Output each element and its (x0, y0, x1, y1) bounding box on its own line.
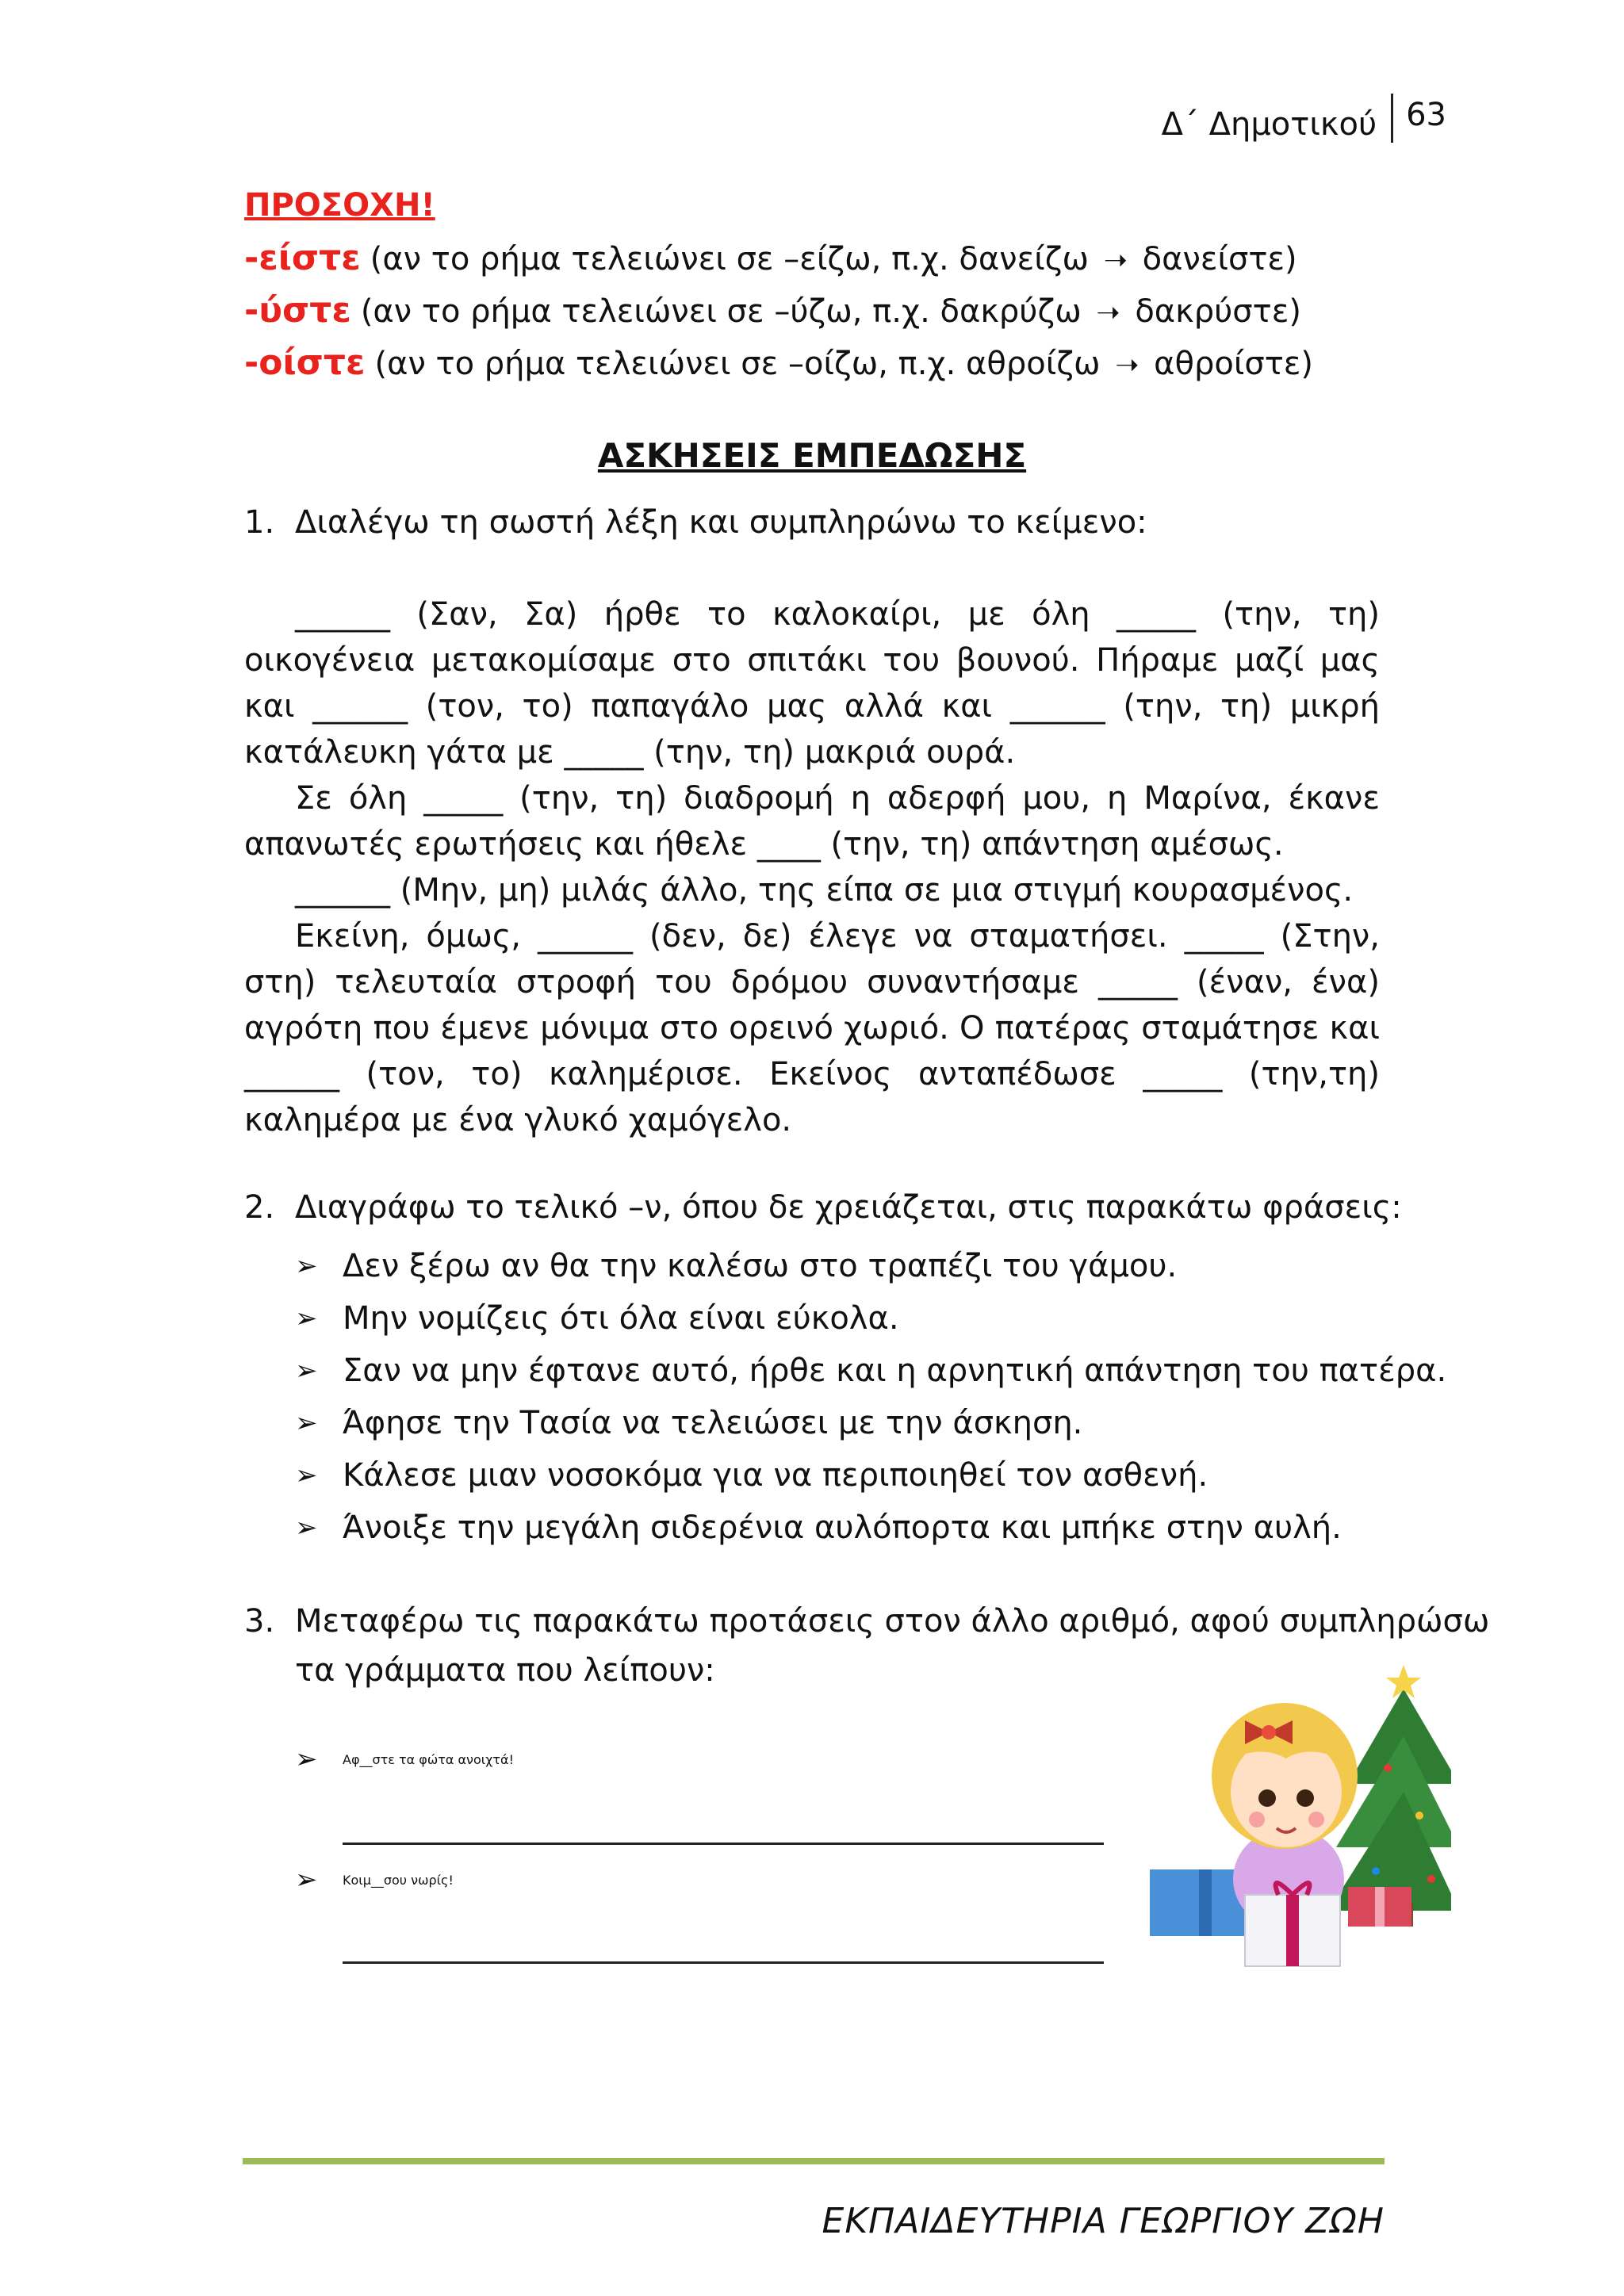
page-header (1162, 94, 1446, 143)
rule-ending: -ύστε (244, 290, 351, 331)
item-text: Σαν να μην έφτανε αυτό, ήρθε και η αρνητική απάντηση του πατέρα. (343, 1353, 1447, 1389)
header-divider (1391, 94, 1393, 143)
rule-row (244, 342, 1313, 383)
right-arrow-icon: ➝ (1096, 297, 1120, 329)
footer-rule (243, 2158, 1385, 2164)
exercise-number: 1. (244, 504, 275, 541)
ornament-icon (1384, 1764, 1392, 1772)
christmas-girl-illustration (1150, 1665, 1451, 1974)
paragraph: Εκείνη, όμως, ______ (δεν, δε) έλεγε να σταματήσει. _____ (Στην, στη) τελευταία στροφή του δρόμου συναντήσαμε _____ (έναν, ένα) αγρότη που έμενε μόνιμα στο ορεινό χωριό. Ο πατέρας σταμάτησε και ______ (τον, το) καλημέρισε. Εκείνος ανταπέδωσε _____ (την,τη) καλημέρα με ένα γλυκό χαμόγελο. (244, 918, 1380, 1138)
warning-title: ΠΡΟΣΟΧΗ! (244, 187, 435, 224)
item-text: Άνοιξε την μεγάλη σιδερένια αυλόπορτα και μπήκε στην αυλή. (343, 1510, 1342, 1546)
exercise-1-title (244, 504, 1147, 541)
cheek-icon (1308, 1812, 1324, 1827)
rule-ending: -οίστε (244, 342, 366, 383)
exercise-3-title-cont: τα γράμματα που λείπουν: (295, 1652, 715, 1689)
arrow-bullet-icon: ➢ (295, 1303, 318, 1334)
paragraph: ______ (Μην, μη) μιλάς άλλο, της είπα σε μια στιγμή κουρασμένος. (295, 872, 1354, 909)
exercise-number: 2. (244, 1189, 275, 1226)
list-item (295, 1345, 1446, 1397)
rule-ending: -είστε (244, 238, 361, 278)
list-item (295, 1733, 514, 1785)
section-title: ΑΣΚΗΣΕΙΣ ΕΜΠΕΔΩΣΗΣ (597, 436, 1027, 475)
item-text: Κοιμ__σου νωρίς! (343, 1872, 454, 1888)
rule-row (244, 238, 1297, 278)
ornament-icon (1415, 1812, 1423, 1820)
eye-icon (1258, 1789, 1276, 1807)
rule-result: δακρύστε) (1135, 293, 1301, 330)
list-item (295, 1240, 1446, 1292)
exercise-instruction: Διαγράφω το τελικό –ν, όπου δε χρειάζεται, στις παρακάτω φράσεις: (295, 1189, 1402, 1226)
page-number: 63 (1406, 97, 1446, 133)
exercise-1-text (244, 591, 1380, 1143)
item-text: Αφ__στε τα φώτα ανοιχτά! (343, 1751, 515, 1767)
ornament-icon (1427, 1875, 1435, 1883)
cheek-icon (1249, 1812, 1265, 1827)
rule-row (244, 290, 1301, 331)
bow-knot-icon (1262, 1725, 1276, 1739)
item-text: Κάλεσε μιαν νοσοκόμα για να περιποιηθεί τον ασθενή. (343, 1457, 1208, 1494)
gift-ribbon-icon (1199, 1869, 1212, 1936)
answer-line[interactable] (343, 1961, 1104, 1964)
list-item (295, 1854, 454, 1906)
right-arrow-icon: ➝ (1115, 349, 1139, 381)
item-text: Δεν ξέρω αν θα την καλέσω στο τραπέζι του γάμου. (343, 1248, 1178, 1284)
rule-text: (αν το ρήμα τελειώνει σε –είζω, π.χ. δανείζω (370, 241, 1090, 277)
exercise-2-list (295, 1240, 1446, 1554)
paragraph: Σε όλη _____ (την, τη) διαδρομή η αδερφή μου, η Μαρίνα, έκανε απανωτές ερωτήσεις και ήθελε ____ (την, τη) απάντηση αμέσως. (244, 780, 1380, 863)
grade-label: Δ΄ Δημοτικού (1161, 106, 1377, 143)
rule-text: (αν το ρήμα τελειώνει σε –οίζω, π.χ. αθροίζω (374, 346, 1101, 382)
rule-result: αθροίστε) (1154, 346, 1314, 382)
exercise-3-title (244, 1603, 1489, 1640)
exercise-instruction: Μεταφέρω τις παρακάτω προτάσεις στον άλλο αριθμό, αφού συμπληρώσω (295, 1603, 1490, 1640)
ornament-icon (1372, 1867, 1380, 1875)
list-item (295, 1449, 1446, 1502)
item-text: Μην νομίζεις ότι όλα είναι εύκολα. (343, 1300, 899, 1337)
arrow-bullet-icon: ➢ (295, 1864, 318, 1896)
paragraph: ______ (Σαν, Σα) ήρθε το καλοκαίρι, με όλη _____ (την, τη) οικογένεια μετακομίσαμε στο σπιτάκι του βουνού. Πήραμε μαζί μας και ______ (τον, το) παπαγάλο μας αλλά και ______ (την, τη) μικρή κατάλευκη γάτα με _____ (την, τη) μακριά ουρά. (244, 596, 1380, 771)
gift-ribbon-icon (1286, 1895, 1299, 1966)
list-item (295, 1397, 1446, 1449)
exercise-instruction: Διαλέγω τη σωστή λέξη και συμπληρώνω το κείμενο: (295, 504, 1147, 541)
exercise-2-title (244, 1189, 1402, 1226)
arrow-bullet-icon: ➢ (295, 1407, 318, 1439)
item-text: Άφησε την Τασία να τελειώσει με την άσκηση. (343, 1405, 1083, 1441)
arrow-bullet-icon: ➢ (295, 1250, 318, 1282)
rule-text: (αν το ρήμα τελειώνει σε –ύζω, π.χ. δακρύζω (360, 293, 1082, 330)
answer-line[interactable] (343, 1843, 1104, 1845)
arrow-bullet-icon: ➢ (295, 1512, 318, 1544)
footer-text: ΕΚΠΑΙΔΕΥΤΗΡΙΑ ΓΕΩΡΓΙΟΥ ΖΩΗ (822, 2201, 1385, 2241)
gift-ribbon-icon (1375, 1887, 1385, 1927)
exercise-number: 3. (244, 1603, 275, 1640)
arrow-bullet-icon: ➢ (295, 1355, 318, 1387)
list-item (295, 1292, 1446, 1345)
list-item (295, 1502, 1446, 1554)
eye-icon (1297, 1789, 1314, 1807)
arrow-bullet-icon: ➢ (295, 1743, 318, 1775)
right-arrow-icon: ➝ (1103, 244, 1128, 277)
rule-result: δανείστε) (1142, 241, 1297, 277)
arrow-bullet-icon: ➢ (295, 1460, 318, 1491)
